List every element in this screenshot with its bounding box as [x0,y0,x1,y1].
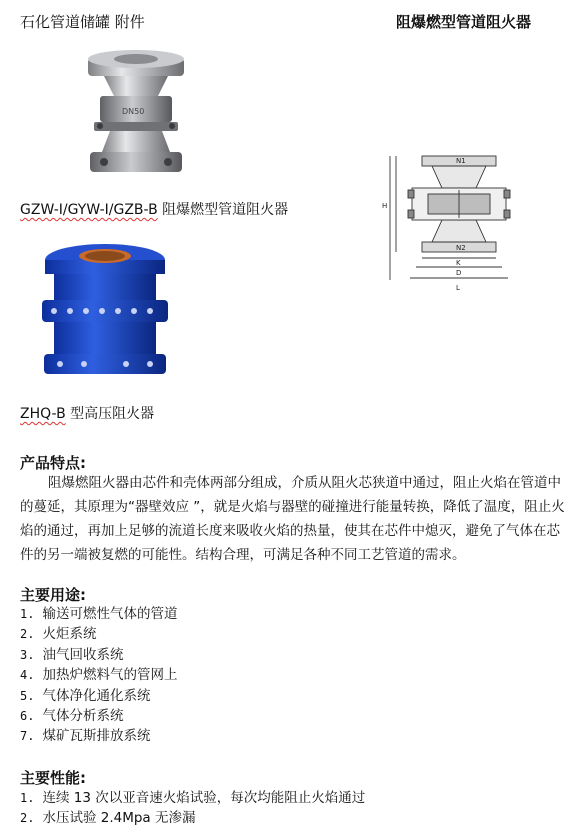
list-item: 3. 油气回收系统 [20,646,124,663]
diagram-label-d: D [456,269,462,277]
header-product-title: 阻爆燃型管道阻火器 [396,13,532,31]
features-title: 产品特点: [20,454,86,472]
product2-name: 型高压阻火器 [65,406,155,422]
list-item: 7. 煤矿瓦斯排放系统 [20,728,151,745]
list-item: 4. 加热炉燃料气的管网上 [20,667,178,684]
product-photo-stainless-arrester [82,48,192,180]
product2-models: ZHQ-B [20,406,66,422]
uses-list [20,604,177,747]
product2-caption [20,403,154,423]
header-category: 石化管道储罐 附件 [20,13,145,31]
list-item: 2. 水压试验 2.4Mpa 无渗漏 [20,810,196,827]
list-item: 1. 输送可燃性气体的管道 [20,606,178,622]
diagram-label-l: L [456,284,460,292]
performance-list [20,788,365,829]
dimension-diagram [376,150,524,296]
list-item: 1. 连续 13 次以亚音速火焰试验，每次均能阻止火焰通过 [20,790,366,806]
performance-title: 主要性能: [20,769,86,787]
list-item: 6. 气体分析系统 [20,707,124,724]
body-label: DN50 [122,107,145,116]
uses-title: 主要用途: [20,586,86,604]
diagram-label-n1: N1 [456,157,466,165]
diagram-label-k: K [456,259,461,267]
product1-name: 阻爆燃型管道阻火器 [157,202,289,218]
diagram-label-n2: N2 [456,244,466,252]
list-item: 2. 火炬系统 [20,626,97,643]
features-paragraph: 阻爆燃阻火器由芯件和壳体两部分组成，介质从阻火芯狭道中通过，阻止火焰在管道中的蔓延，其原理为“器壁效应 ”，就是火焰与器壁的碰撞进行能量转换，降低了温度，阻止火焰的通过，再加上足够的流道长度来吸收火焰的热量，使其在芯件中熄灭，避免了气体在芯件的另一端被复燃的可能性。结构合理，可满足各种不同工艺管道的需求。 [20,475,565,563]
list-item: 5. 气体净化通化系统 [20,687,151,704]
product-photo-blue-arrester [40,238,170,388]
diagram-label-h: H [382,202,388,210]
product1-caption [20,199,288,219]
product1-models: GZW-I/GYW-I/GZB-B [20,202,158,218]
